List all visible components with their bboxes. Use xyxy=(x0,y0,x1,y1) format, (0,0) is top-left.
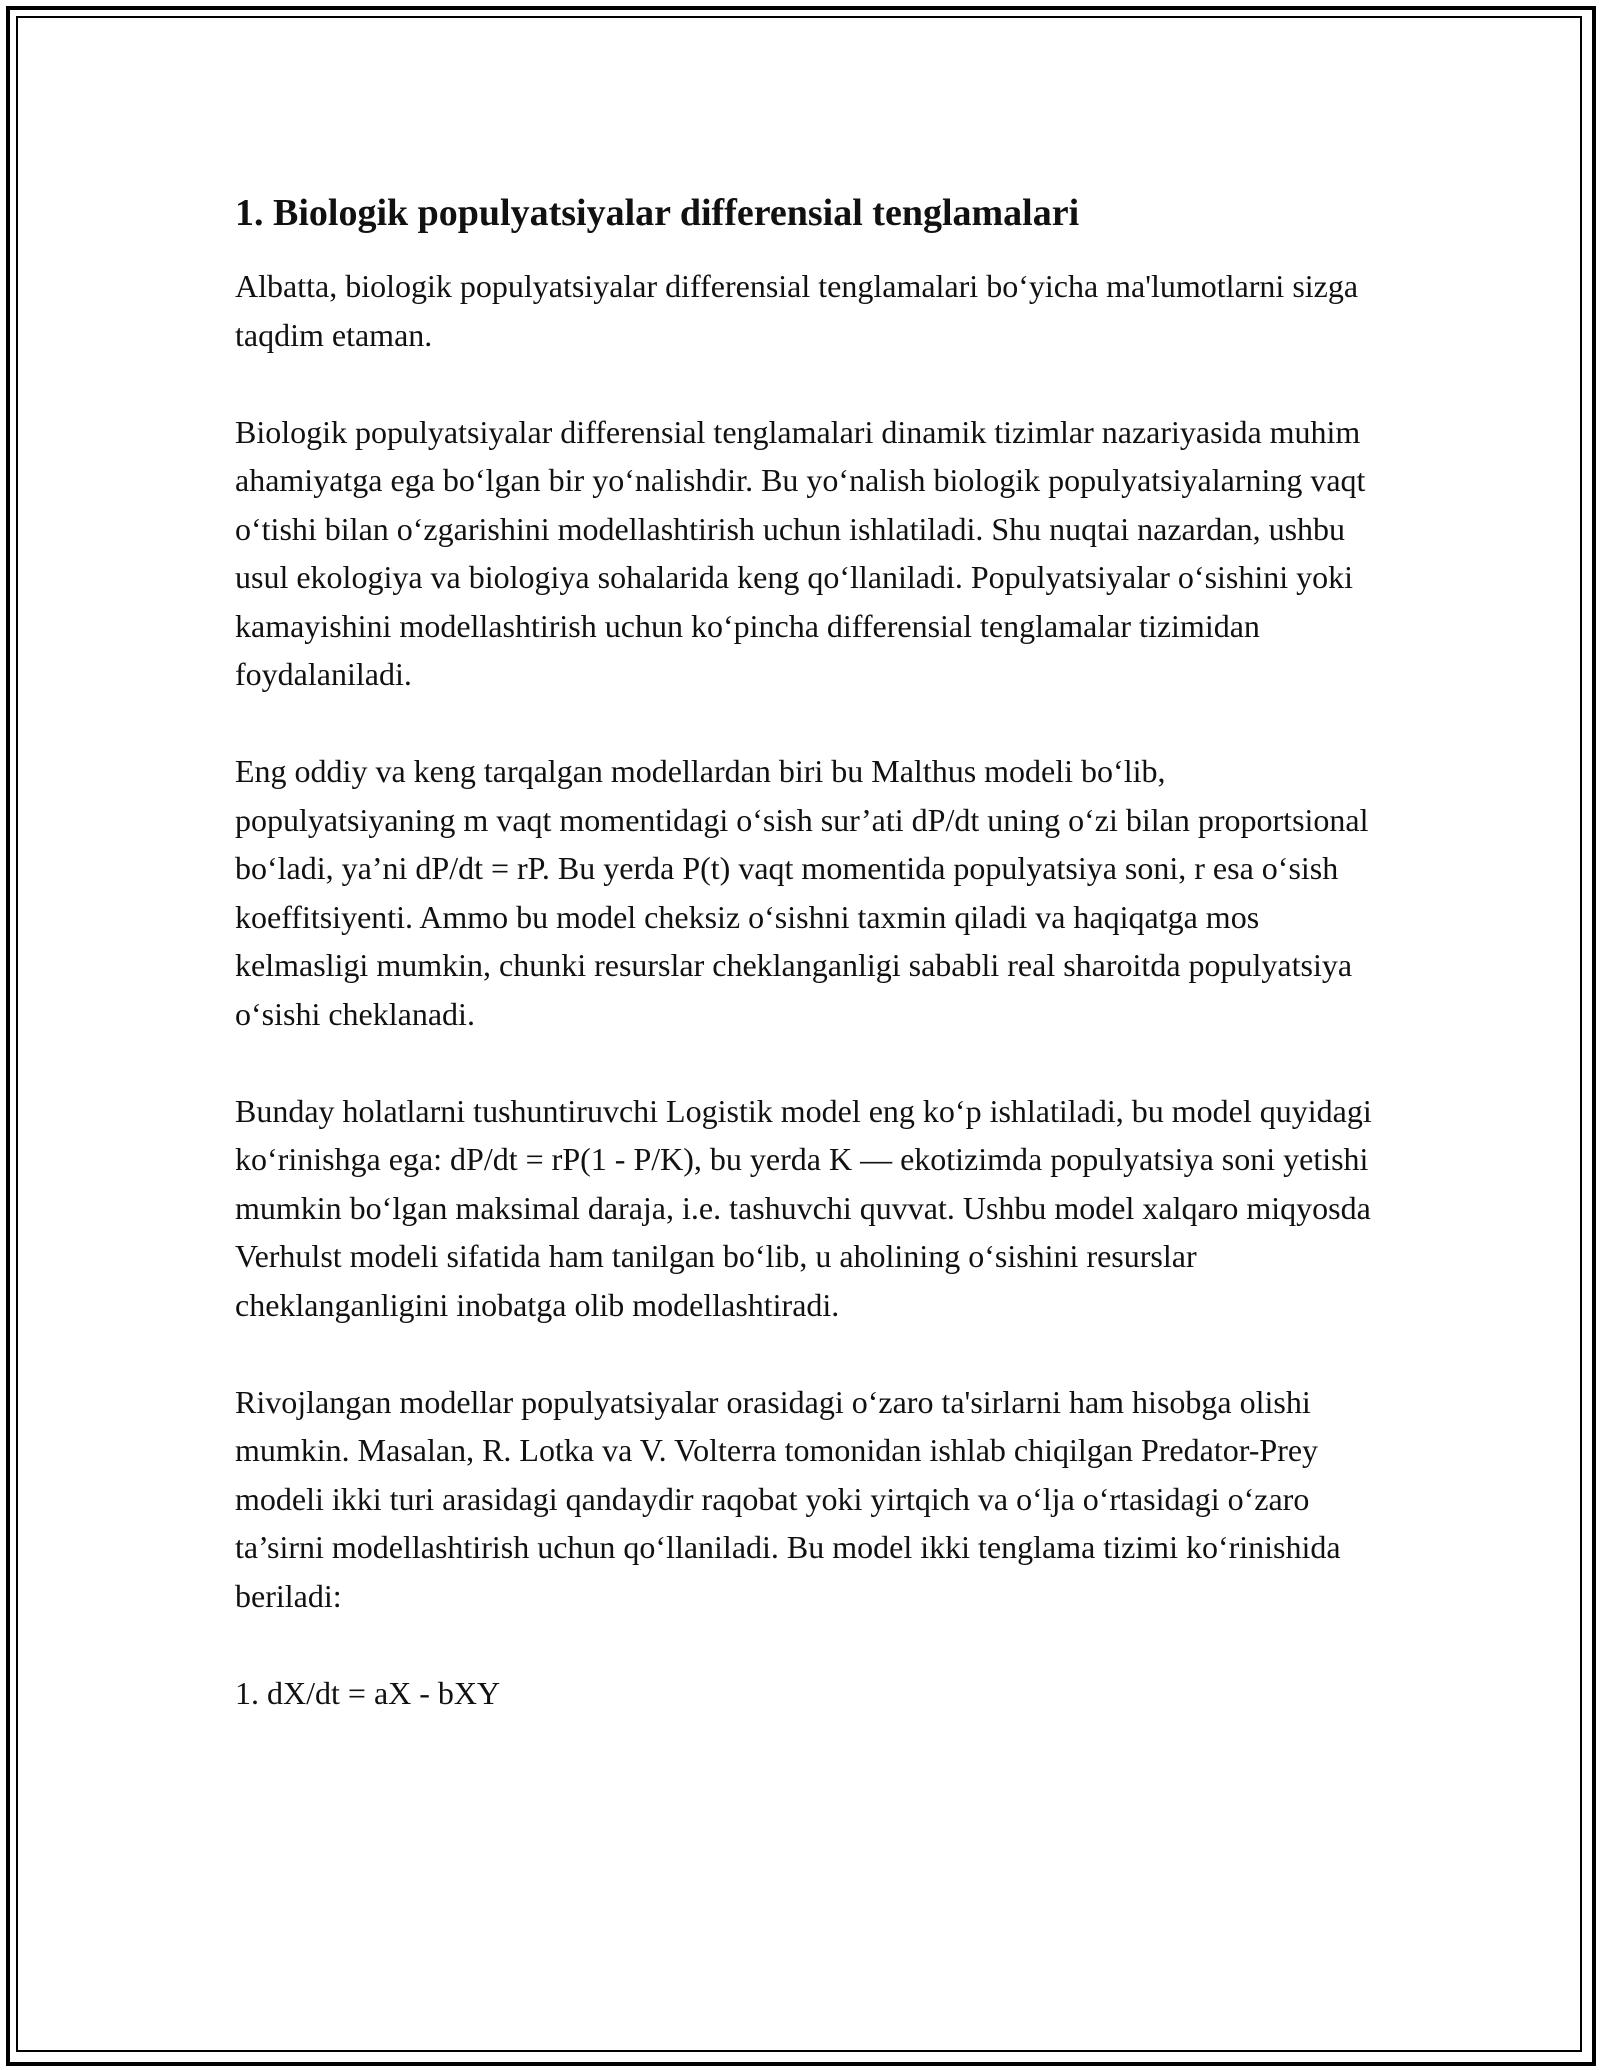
predator-prey-paragraph: Rivojlangan modellar populyatsiyalar orasidagi o‘zaro ta'sirlarni ham hisobga olishi mumkin. Masalan, R. Lotka va V. Volterra tomonidan ishlab chiqilgan Predator-Prey modeli ikki turi arasidagi qandaydir raqobat yoki yirtqich va o‘lja o‘rtasidagi o‘zaro ta’sirni modellashtirish uchun qo‘llaniladi. Bu model ikki tenglama tizimi ko‘rinishida beriladi: xyxy=(235,1383,1341,1614)
overview-paragraph: Biologik populyatsiyalar differensial tenglamalari dinamik tizimlar nazariyasida muhim ahamiyatga ega bo‘lgan bir yo‘nalishdir. Bu yo‘nalish biologik populyatsiyalarning vaqt o‘tishi bilan o‘zgarishini modellashtirish uchun ishlatiladi. Shu nuqtai nazardan, ushbu usul ekologiya va biologiya sohalarida keng qo‘llaniladi. Populyatsiyalar o‘sishini yoki kamayishini modellashtirish uchun ko‘pincha differensial tenglamalar tizimidan foydalaniladi. xyxy=(235,413,1366,692)
section-heading: 1. Biologik populyatsiyalar differensial tenglamalari xyxy=(235,192,1080,234)
equation-line: 1. dX/dt = aX - bXY xyxy=(235,1674,501,1711)
intro-paragraph: Albatta, biologik populyatsiyalar differensial tenglamalari bo‘yicha ma'lumotlarni sizga taqdim etaman. xyxy=(235,268,1359,353)
logistic-model-paragraph: Bunday holatlarni tushuntiruvchi Logistik model eng ko‘p ishlatiladi, bu model quyidagi ko‘rinishga ega: dP/dt = rP(1 - P/K), bu yerda K — ekotizimda populyatsiya soni yetishi mumkin bo‘lgan maksimal daraja, i.e. tashuvchi quvvat. Ushbu model xalqaro miqyosda Verhulst modeli sifatida ham tanilgan bo‘lib, u aholining o‘sishini resurslar cheklanganligini inobatga olib modellashtiradi. xyxy=(235,1092,1372,1323)
document-body xyxy=(235,184,1375,1717)
malthus-model-paragraph: Eng oddiy va keng tarqalgan modellardan biri bu Malthus modeli bo‘lib, populyatsiyaning m vaqt momentidagi o‘sish sur’ati dP/dt uning o‘zi bilan proportsional bo‘ladi, ya’ni dP/dt = rP. Bu yerda P(t) vaqt momentida populyatsiya soni, r esa o‘sish koeffitsiyenti. Ammo bu model cheksiz o‘sishni taxmin qiladi va haqiqatga mos kelmasligi mumkin, chunki resurslar cheklanganligi sababli real sharoitda populyatsiya o‘sishi cheklanadi. xyxy=(235,753,1369,1032)
